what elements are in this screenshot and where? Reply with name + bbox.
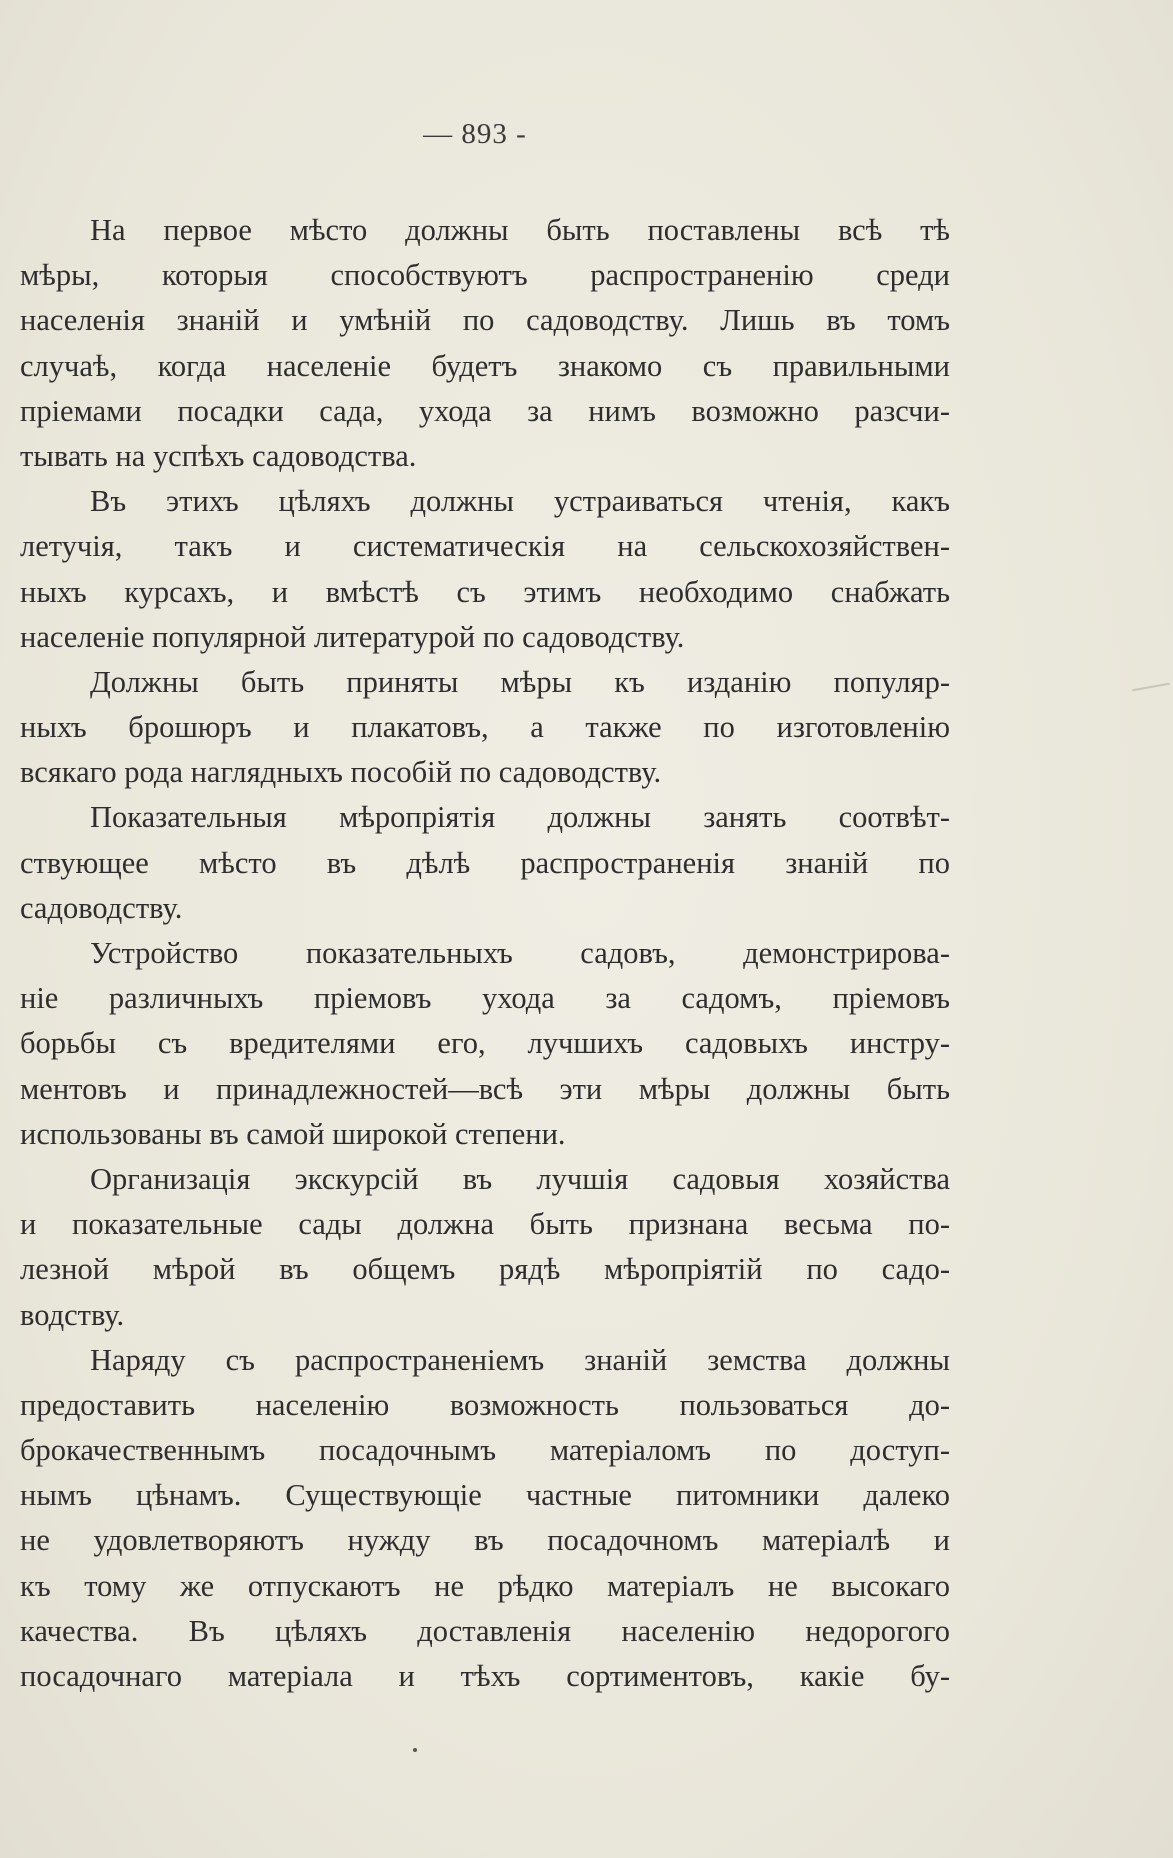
paragraph: [20, 1338, 950, 1700]
paragraph: [20, 479, 950, 660]
text-line: населенія знаній и умѣній по садоводству. Лишь въ томъ: [20, 303, 950, 338]
ink-speck: [413, 1748, 417, 1752]
text-line: борьбы съ вредителями его, лучшихъ садовыхъ инстру-: [20, 1026, 950, 1061]
text-line: тывать на успѣхъ садоводства.: [20, 438, 417, 473]
text-line: случаѣ, когда населеніе будетъ знакомо съ правильными: [20, 348, 950, 383]
text-line: использованы въ самой широкой степени.: [20, 1116, 566, 1151]
text-line: Устройство показательныхъ садовъ, демонстрирова-: [90, 936, 950, 970]
text-line: садоводству.: [20, 890, 183, 925]
text-line: Показательныя мѣропріятія должны занять соотвѣт-: [90, 800, 950, 835]
text-line: посадочнаго матеріала и тѣхъ сортиментовъ, какіе бу-: [20, 1659, 950, 1693]
body-text: [20, 208, 950, 1699]
text-line: всякаго рода наглядныхъ пособій по садоводству.: [20, 755, 662, 790]
text-line: качества. Въ цѣляхъ доставленія населенію недорогого: [20, 1613, 950, 1648]
text-line: брокачественнымъ посадочнымъ матеріаломъ по доступ-: [20, 1433, 950, 1468]
paragraph: [20, 208, 950, 479]
text-line: населеніе популярной литературой по садоводству.: [20, 619, 685, 654]
text-line: На первое мѣсто должны быть поставлены всѣ тѣ: [90, 213, 950, 247]
paragraph: [20, 660, 950, 796]
text-line: летучія, такъ и систематическія на сельскохозяйствен-: [20, 529, 950, 564]
text-line: предоставить населенію возможность пользоваться до-: [20, 1387, 950, 1422]
text-line: ствующее мѣсто въ дѣлѣ распространенія знаній по: [20, 845, 950, 880]
text-line: ніе различныхъ пріемовъ ухода за садомъ, пріемовъ: [20, 981, 950, 1016]
text-line: лезной мѣрой въ общемъ рядѣ мѣропріятій по садо-: [20, 1252, 950, 1287]
text-line: пріемами посадки сада, ухода за нимъ возможно разсчи-: [20, 393, 950, 428]
text-line: Должны быть приняты мѣры къ изданію популяр-: [90, 664, 950, 699]
text-line: мѣры, которыя способствуютъ распространенію среди: [20, 258, 950, 293]
text-line: ментовъ и принадлежностей—всѣ эти мѣры должны быть: [20, 1071, 950, 1106]
paragraph: [20, 931, 950, 1157]
text-line: ныхъ курсахъ, и вмѣстѣ съ этимъ необходимо снабжать: [20, 574, 950, 609]
text-line: Въ этихъ цѣляхъ должны устраиваться чтенія, какъ: [90, 484, 950, 519]
paragraph: [20, 795, 950, 931]
text-line: Организація экскурсій въ лучшія садовыя хозяйства: [90, 1161, 950, 1196]
text-line: водству.: [20, 1297, 125, 1332]
margin-mark: [1132, 683, 1170, 692]
page-number: — 893 -: [423, 118, 527, 150]
paragraph: [20, 1157, 950, 1338]
text-line: не удовлетворяютъ нужду въ посадочномъ матеріалѣ и: [20, 1523, 950, 1558]
text-line: къ тому же отпускаютъ не рѣдко матеріалъ не высокаго: [20, 1568, 950, 1603]
text-line: Наряду съ распространеніемъ знаній земства должны: [90, 1342, 950, 1377]
text-line: ныхъ брошюръ и плакатовъ, а также по изготовленію: [20, 710, 950, 745]
text-line: нымъ цѣнамъ. Существующіе частные питомники далеко: [20, 1478, 950, 1513]
text-line: и показательные сады должна быть признана весьма по-: [20, 1207, 950, 1242]
